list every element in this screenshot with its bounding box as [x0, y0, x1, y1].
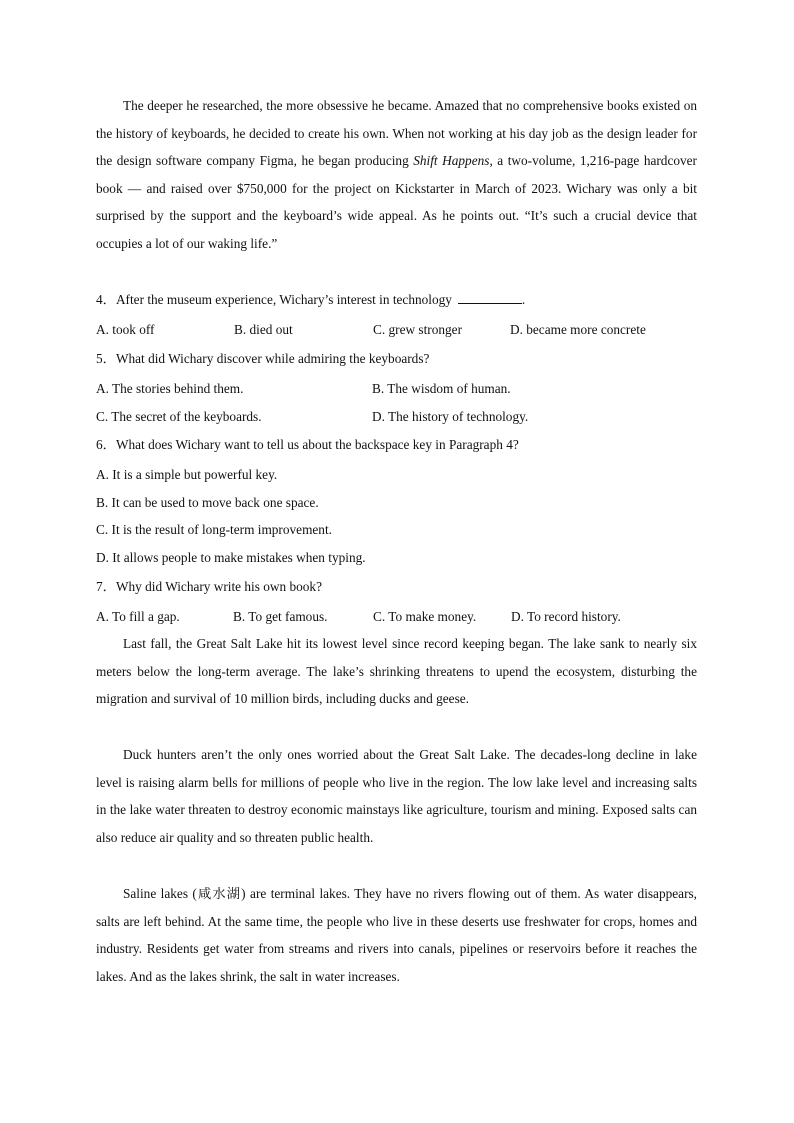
paragraph-text: , a two-volume, 1,216-page hardcover book — and raised over $750,000 for the project on Kickstarter in March of 2023. Wichary was only a bit surprised by the support and the keyboard’s wide appeal. As he points out. “It’s such a crucial device that occupies a lot of our waking life.” — [96, 153, 697, 251]
option-b[interactable]: B. died out — [234, 322, 293, 337]
question-stem: What did Wichary discover while admiring the keyboards? — [115, 351, 430, 366]
answer-blank[interactable] — [458, 288, 522, 304]
question-end-punctuation: . — [521, 292, 526, 307]
option-b[interactable]: B. It can be used to move back one space. — [96, 495, 319, 510]
option-b[interactable]: B. To get famous. — [233, 609, 328, 624]
option-c[interactable]: C. It is the result of long-term improvement. — [96, 522, 332, 537]
option-d[interactable]: D. The history of technology. — [372, 409, 529, 424]
option-a[interactable]: A. took off — [96, 322, 155, 337]
option-d[interactable]: D. became more concrete — [510, 322, 646, 337]
question-number: 7． — [96, 579, 116, 594]
option-a[interactable]: A. The stories behind them. — [96, 381, 244, 396]
paragraph-text: The deeper he researched, the more obsessive he became. Amazed that no comprehensive books existed on the history of keyboards, he decided to create his own. When not working at his day job as the design leader for the design software company Figma, he began producing — [96, 98, 697, 169]
question-stem: What does Wichary want to tell us about the backspace key in Paragraph 4? — [115, 437, 519, 452]
question-stem: After the museum experience, Wichary’s interest in technology — [115, 292, 452, 307]
question-number: 6． — [96, 437, 116, 452]
question-6 — [96, 431, 697, 459]
option-a[interactable]: A. It is a simple but powerful key. — [96, 467, 278, 482]
option-b[interactable]: B. The wisdom of human. — [372, 381, 511, 396]
option-c[interactable]: C. To make money. — [373, 609, 477, 624]
option-d[interactable]: D. To record history. — [511, 609, 621, 624]
option-c[interactable]: C. The secret of the keyboards. — [96, 409, 262, 424]
question-number: 5． — [96, 351, 116, 366]
passage-paragraph: Saline lakes (咸水湖) are terminal lakes. They have no rivers flowing out of them. As water disappears, salts are left behind. At the same time, the people who live in these deserts use freshwater for crops, homes and industry. Residents get water from streams and rivers into canals, pipelines or reservoirs before it reaches the lakes. And as the lakes shrink, the salt in water increases. — [96, 886, 697, 984]
option-c[interactable]: C. grew stronger — [373, 322, 462, 337]
book-title: Shift Happens — [413, 153, 490, 169]
passage-paragraph — [96, 92, 697, 258]
question-stem: Why did Wichary write his own book? — [115, 579, 322, 594]
question-4 — [96, 286, 697, 314]
passage-paragraph: Duck hunters aren’t the only ones worried about the Great Salt Lake. The decades-long decline in lake level is raising alarm bells for millions of people who live in the region. The low lake level and increasing salts in the lake water threaten to destroy economic mainstays like agriculture, tourism and mining. Exposed salts can also reduce air quality and so threaten public health. — [96, 747, 697, 845]
question-7 — [96, 573, 697, 601]
option-d[interactable]: D. It allows people to make mistakes when typing. — [96, 550, 366, 565]
option-a[interactable]: A. To fill a gap. — [96, 609, 180, 624]
question-number: 4． — [96, 292, 116, 307]
question-5 — [96, 345, 697, 373]
passage-paragraph: Last fall, the Great Salt Lake hit its lowest level since record keeping began. The lake sank to nearly six meters below the long-term average. The lake’s shrinking threatens to upend the ecosystem, disturbing the migration and survival of 10 million birds, including ducks and geese. — [96, 636, 697, 707]
